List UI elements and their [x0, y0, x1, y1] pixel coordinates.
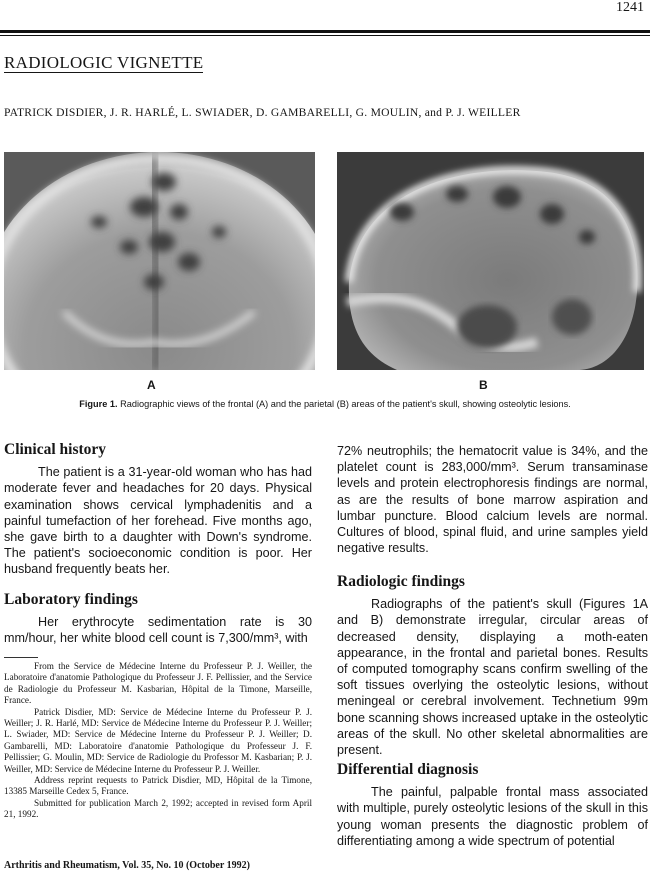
laboratory-findings-heading: Laboratory findings: [4, 591, 138, 608]
footnote-submitted: Submitted for publication March 2, 1992; accepted in revised form April 21, 1992.: [4, 797, 312, 820]
clinical-history-section: [4, 442, 312, 578]
footnotes: [4, 661, 312, 821]
header-rule: [0, 30, 650, 33]
clinical-history-text: The patient is a 31-year-old woman who has had moderate fever and headaches for 20 days. Physical examination shows cervical lymphadenitis and a painful tumefaction of her forehead. Five months ago, she gave birth to a daughter with Down's syndrome. The patient's socioeconomic condition is poor. Her husband frequently beats her.: [4, 465, 312, 577]
differential-diagnosis-section: [337, 762, 648, 849]
differential-diagnosis-text: The painful, palpable frontal mass associated with multiple, purely osteolytic lesions of the skull in this young woman presents the diagnostic problem of differentiating among a wide spectrum of potential: [337, 785, 648, 848]
radiologic-findings-section: [337, 574, 648, 758]
laboratory-findings-continued: [337, 443, 648, 556]
laboratory-findings-text-left: Her erythrocyte sedimentation rate is 30 mm/hour, her white blood cell count is 7,300/mm³, with: [4, 615, 312, 646]
header-rule-thin: [0, 35, 650, 36]
footnote-authors: Patrick Disdier, MD: Service de Médecine Interne du Professeur P. J. Weiller; J. R. Harlé, MD: Service de Médecine Interne du Professeur P. J. Weiller; L. Swiader, MD: Service de Médecine Interne du Professeur P. J. Weiller; D. Gambarelli, MD: Laboratoire d'anatomie Pathologique du Professeur J. F. Pellissier; G. Moulin, MD: Service de Radiologie du Professor M. Kasbarian; P. J. Weiller, MD: Service de Médecine Interne du Professeur P. J. Weiller.: [4, 706, 312, 774]
figure-caption: [0, 399, 650, 409]
figure-label-b: B: [479, 378, 488, 392]
differential-diagnosis-heading: Differential diagnosis: [337, 761, 479, 778]
section-title: RADIOLOGIC VIGNETTE: [4, 53, 204, 72]
figure-caption-text: Radiographic views of the frontal (A) and the parietal (B) areas of the patient's skull, showing osteolytic lesions.: [117, 399, 571, 409]
figure-1a-radiograph: [4, 152, 315, 370]
journal-citation: Arthritis and Rheumatism, Vol. 35, No. 10 (October 1992): [4, 860, 250, 871]
laboratory-findings-section: [4, 592, 312, 647]
clinical-history-heading: Clinical history: [4, 441, 107, 458]
figure-1b-radiograph: [337, 152, 644, 370]
radiologic-findings-text: Radiographs of the patient's skull (Figures 1A and B) demonstrate irregular, circular areas of decreased density, displaying a moth-eaten appearance, in the frontal and parietal bones. Results of computed tomography scans confirm swelling of the soft tissues overlying the osteolytic lesions, without meningeal or cerebral involvement. Technetium 99m bone scanning shows increased uptake in the osteolytic areas of the skull. No other skeletal abnormalities are present.: [337, 597, 648, 758]
figure-label-a: A: [147, 378, 156, 392]
footnote-affiliations: From the Service de Médecine Interne du Professeur P. J. Weiller, the Laboratoire d'anatomie Pathologique du Professeur J. F. Pellissier, and the Service de Radiologie du Professeur M. Kasbarian, Hôpital de la Timone, Marseille, France.: [4, 661, 312, 706]
figure-caption-label: Figure 1.: [79, 399, 118, 409]
footnote-reprints: Address reprint requests to Patrick Disdier, MD, Hôpital de la Timone, 13385 Marseille Cedex 5, France.: [4, 775, 312, 797]
laboratory-findings-text-right: 72% neutrophils; the hematocrit value is 34%, and the platelet count is 283,000/mm³. Serum transaminase levels and protein electrophoresis findings are normal, as are the results of bone marrow aspiration and lumbar puncture. Blood calcium levels are normal. Cultures of blood, spinal fluid, and urine samples yield negative results.: [337, 444, 648, 556]
radiologic-findings-heading: Radiologic findings: [337, 573, 465, 590]
author-list: PATRICK DISDIER, J. R. HARLÉ, L. SWIADER, D. GAMBARELLI, G. MOULIN, and P. J. WEILLER: [4, 106, 521, 119]
page-number: 1241: [616, 0, 644, 15]
footnote-rule: [4, 657, 38, 658]
